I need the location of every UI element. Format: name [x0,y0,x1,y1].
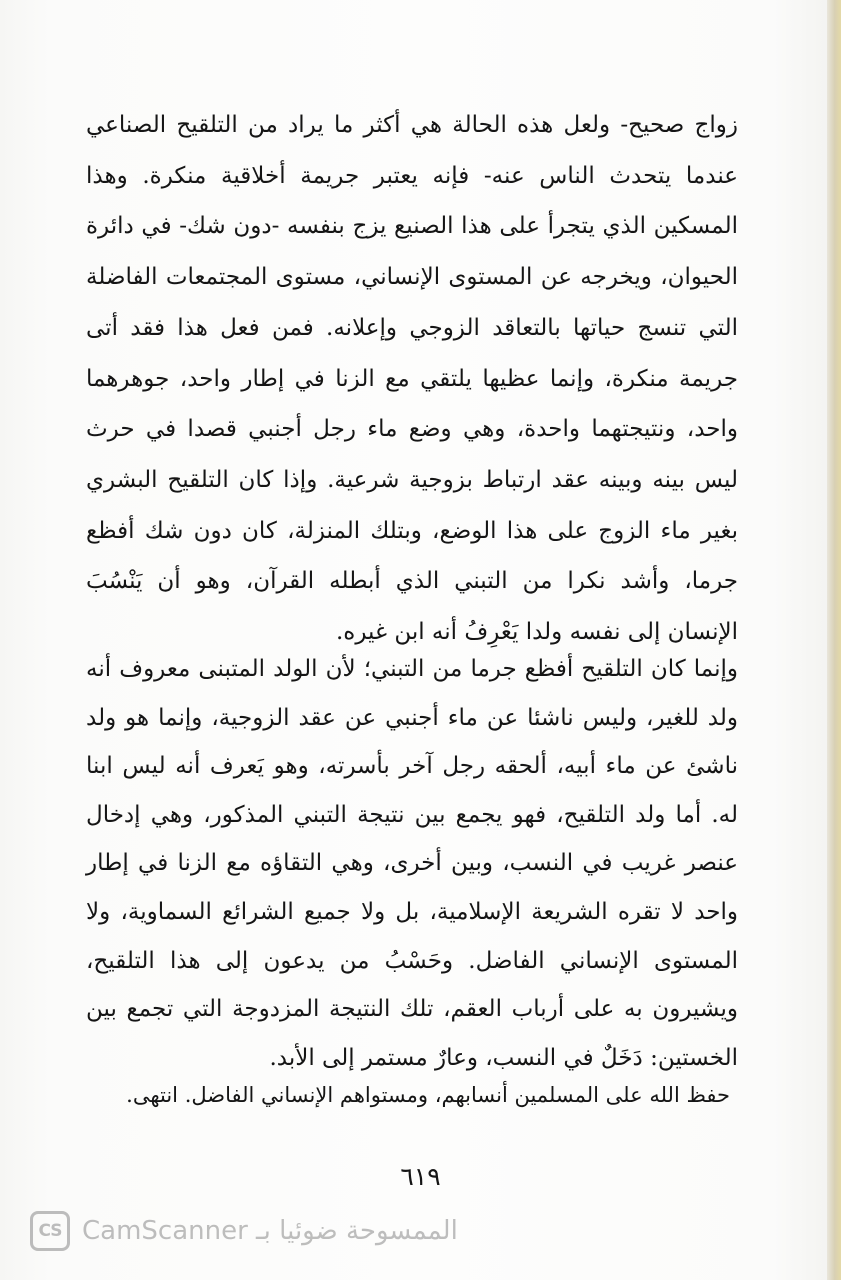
watermark-text: الممسوحة ضوئيا بـ CamScanner [82,1216,458,1246]
camscanner-logo-icon: CS [30,1211,70,1251]
body-paragraph-1: زواج صحيح- ولعل هذه الحالة هي أكثر ما يراد من التلقيح الصناعي عندما يتحدث الناس عنه- فإنه يعتبر جريمة أخلاقية منكرة. وهذا المسكين الذي يتجرأ على هذا الصنيع يزج بنفسه -دون شك- في دائرة الحيوان، ويخرجه عن المستوى الإنساني، مستوى المجتمعات الفاضلة التي تنسج حياتها بالتعاقد الزوجي وإعلانه. فمن فعل هذا فقد أتى جريمة منكرة، وإنما عظيها يلتقي مع الزنا في إطار واحد، جوهرهما واحد، ونتيجتهما واحدة، وهي وضع ماء رجل أجنبي قصدا في حرث ليس بينه وبينه عقد ارتباط بزوجية شرعية. وإذا كان التلقيح البشري بغير ماء الزوج على هذا الوضع، وبتلك المنزلة، كان دون شك أفظع جرما، وأشد نكرا من التبني الذي أبطله القرآن، وهو أن يَنْسُبَ الإنسان إلى نفسه ولدا يَعْرِفُ أنه ابن غيره. [86,112,738,646]
closing-line: حفظ الله على المسلمين أنسابهم، ومستواهم الإنساني الفاضل. انتهى. [126,1083,730,1107]
page-edge [827,0,841,1280]
body-paragraph-2: وإنما كان التلقيح أفظع جرما من التبني؛ لأن الولد المتبنى معروف أنه ولد للغير، وليس ناشئا عن ماء أجنبي عن عقد الزوجية، وإنما هو ولد ناشئ عن ماء أبيه، ألحقه رجل آخر بأسرته، وهو يَعرف أنه ليس ابنا له. أما ولد التلقيح، فهو يجمع بين نتيجة التبني المذكور، وهي إدخال عنصر غريب في النسب، وبين أخرى، وهي التقاؤه مع الزنا في إطار واحد لا تقره الشريعة الإسلامية، بل ولا جميع الشرائع السماوية، ولا المستوى الإنساني الفاضل. وحَسْبُ من يدعون إلى هذا التلقيح، ويشيرون به على أرباب العقم، تلك النتيجة المزدوجة التي تجمع بين الخستين: دَخَلٌ في النسب، وعارٌ مستمر إلى الأبد. [86,656,738,1071]
page-number: ٦١٩ [400,1162,441,1191]
camscanner-watermark [30,1208,458,1254]
